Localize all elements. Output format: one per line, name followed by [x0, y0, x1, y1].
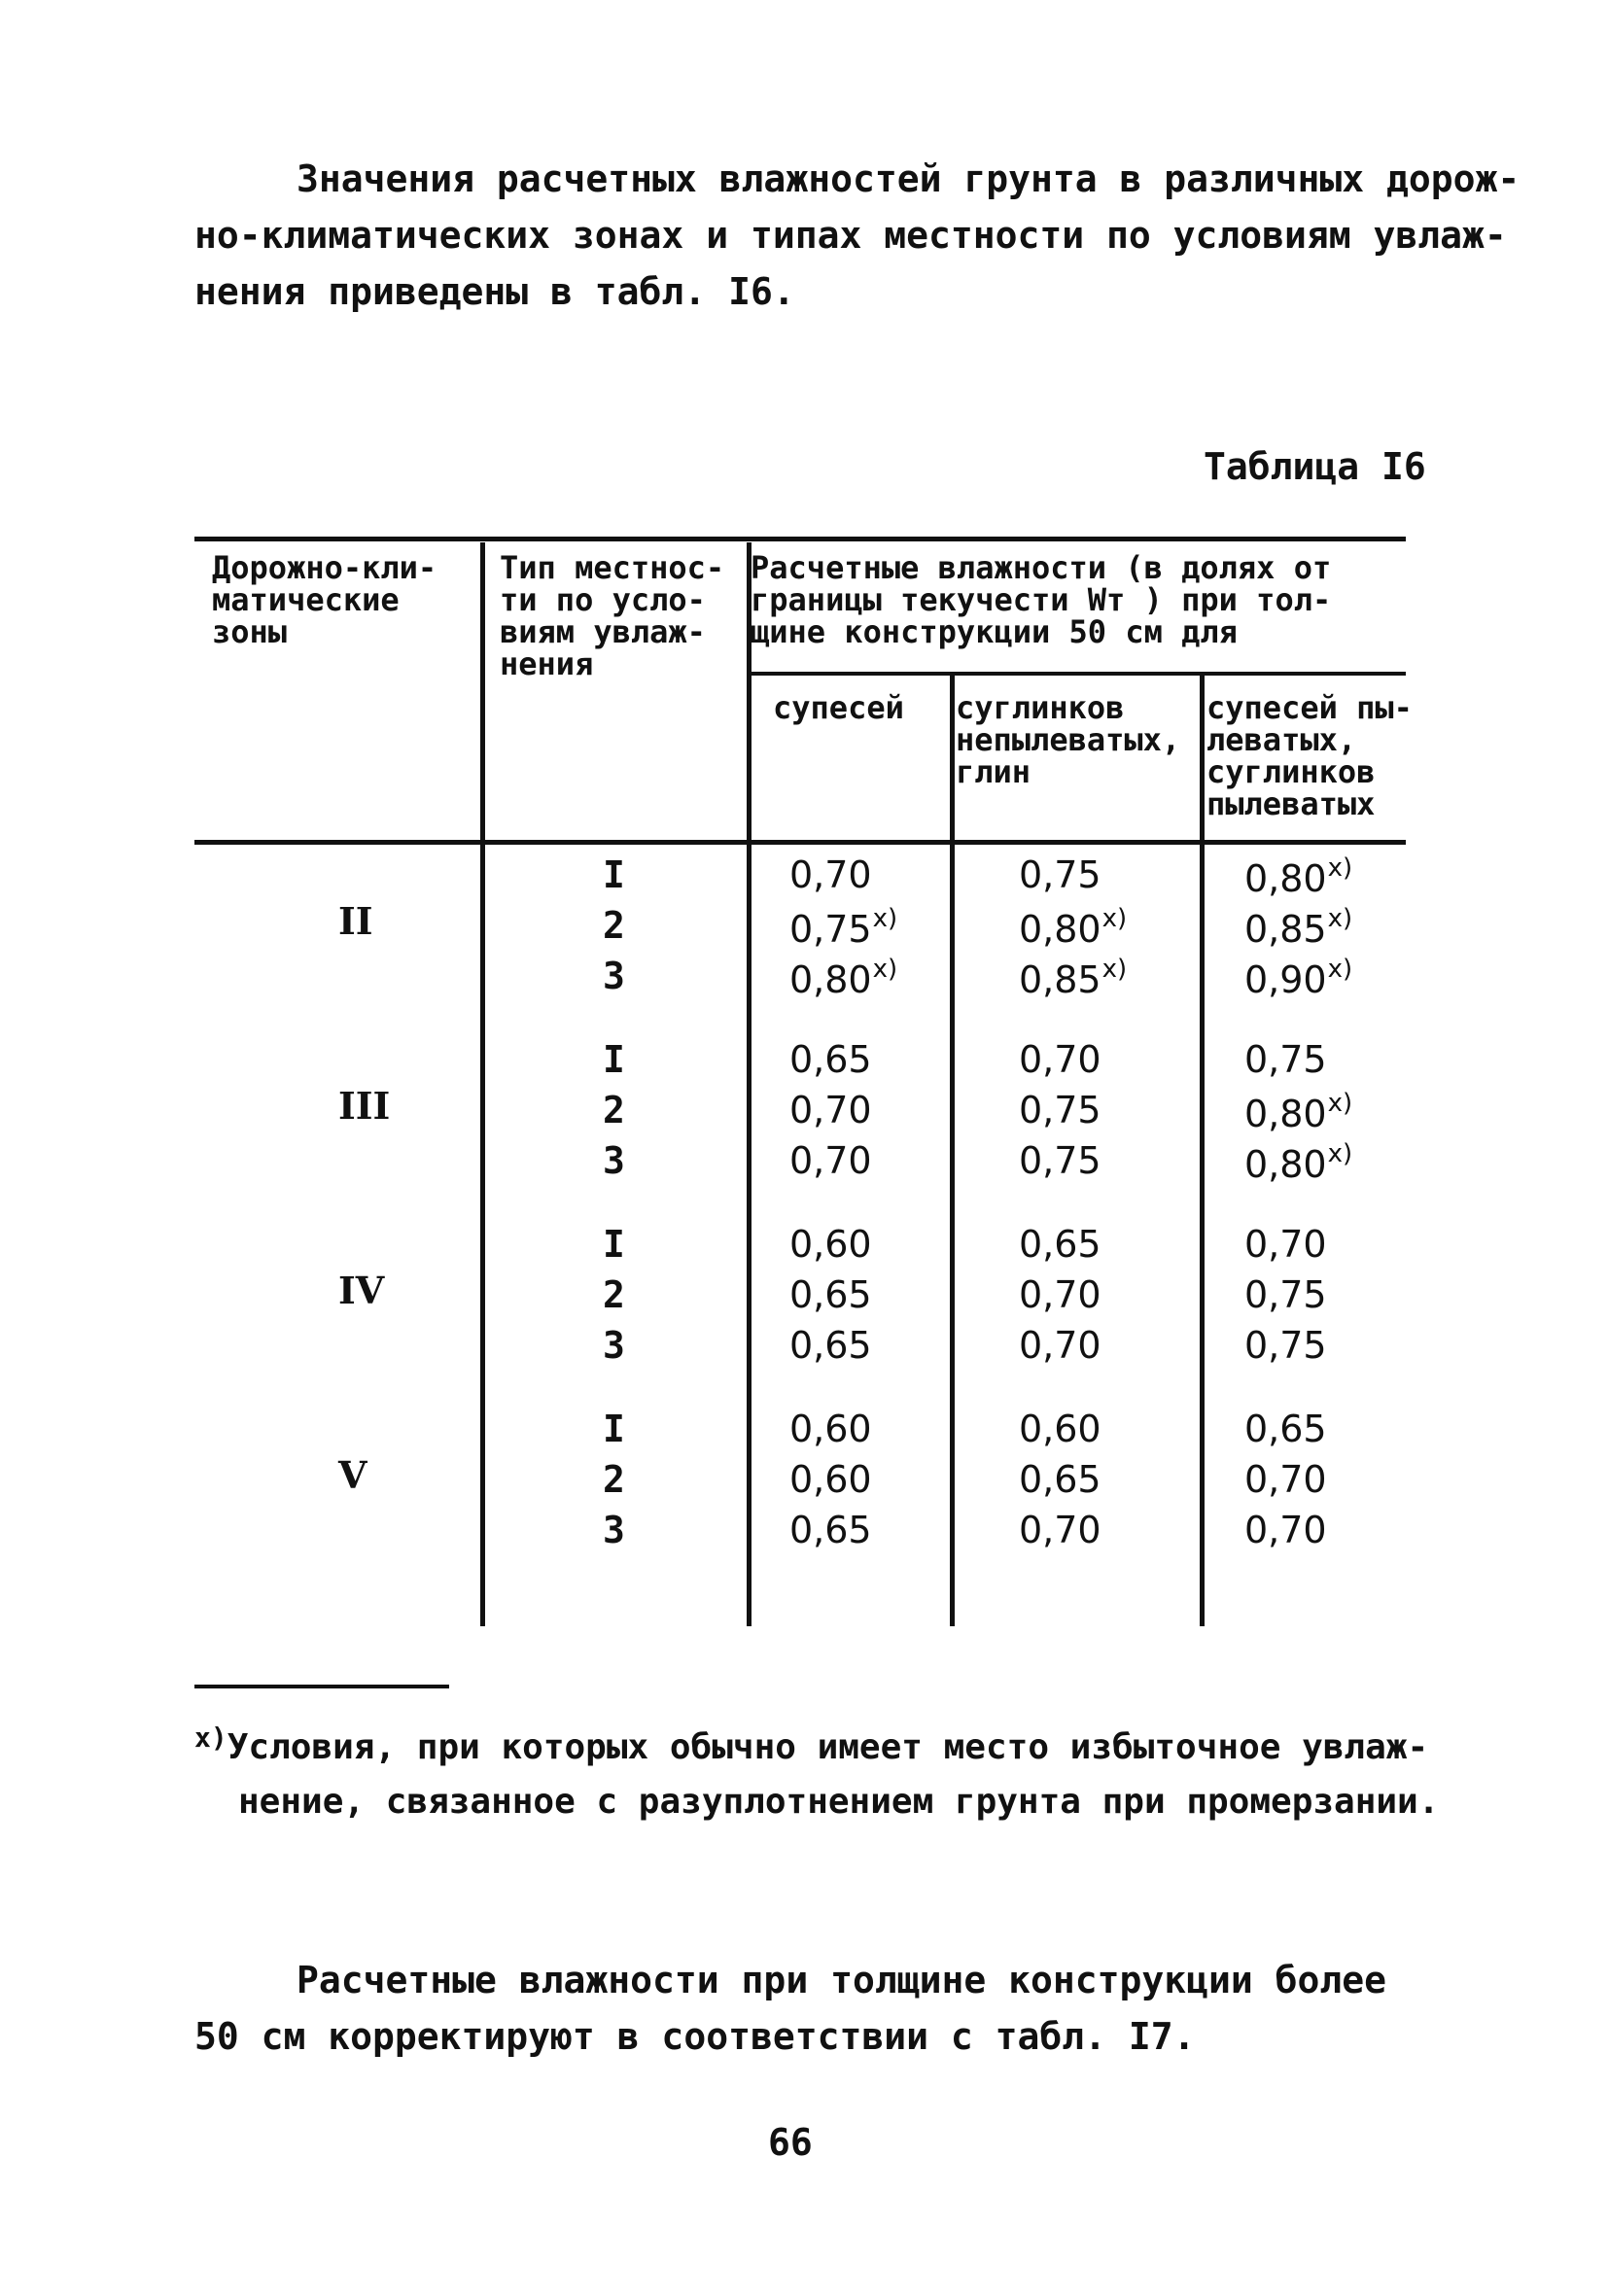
moisture-value-cell	[1244, 853, 1352, 900]
table-row	[0, 1038, 1608, 1089]
moisture-value: 0,80	[1244, 857, 1327, 900]
moisture-value-cell	[1019, 853, 1101, 896]
moisture-value: 0,70	[789, 853, 872, 896]
moisture-value-cell	[789, 1223, 872, 1266]
moisture-value: 0,75	[1244, 1324, 1327, 1367]
footnote-mark: x)	[1327, 853, 1353, 883]
moisture-value-cell	[789, 1273, 872, 1316]
moisture-value-cell	[1244, 1324, 1327, 1367]
moisture-value-cell	[1019, 1324, 1101, 1367]
moisture-value: 0,75	[1019, 1139, 1101, 1182]
footnote-mark: x)	[872, 904, 898, 933]
moisture-value-cell	[1019, 955, 1127, 1001]
moisture-value-cell	[1244, 1038, 1327, 1081]
terrain-type-cell: I	[603, 1038, 625, 1081]
moisture-value-cell	[789, 1458, 872, 1501]
moisture-value-cell	[1244, 1273, 1327, 1316]
moisture-value: 0,65	[789, 1038, 872, 1081]
terrain-type-cell: I	[603, 1408, 625, 1450]
footnote-line: Условия, при которых обычно имеет место избыточное увлаж-	[227, 1727, 1429, 1767]
moisture-value-cell	[1019, 1509, 1101, 1551]
table-row	[0, 1324, 1608, 1374]
moisture-value-cell	[789, 955, 897, 1001]
moisture-value-cell	[789, 1139, 872, 1182]
footnote-rule	[194, 1685, 449, 1688]
moisture-value: 0,70	[789, 1089, 872, 1131]
table-row	[0, 1223, 1608, 1273]
footnote-mark: x)	[872, 955, 898, 984]
header-column-loam-clay: суглинков непылеватых, глин	[956, 689, 1181, 790]
moisture-value: 0,65	[789, 1273, 872, 1316]
table-row	[0, 1458, 1608, 1509]
terrain-type-cell: 2	[603, 1458, 625, 1501]
moisture-value-cell	[1019, 1273, 1101, 1316]
header-zones: Дорожно-кли- матические зоны	[212, 549, 437, 650]
moisture-value: 0,75	[1244, 1273, 1327, 1316]
moisture-value-cell	[1244, 1223, 1327, 1266]
moisture-value-cell	[1244, 1509, 1327, 1551]
header-terrain-type: Тип местнос- ти по усло- виям увлаж- нения	[500, 549, 725, 682]
moisture-value-cell	[1019, 1458, 1101, 1501]
moisture-value: 0,80	[1244, 1093, 1327, 1135]
footnote-mark: x)	[194, 1722, 227, 1754]
footnote-mark: x)	[1101, 955, 1128, 984]
closing-line: 50 см корректируют в соответствии с табл. I7.	[194, 2015, 1196, 2058]
moisture-value: 0,60	[1019, 1408, 1101, 1450]
intro-paragraph	[194, 151, 1520, 320]
moisture-value: 0,65	[789, 1509, 872, 1551]
footnote-mark: x)	[1327, 955, 1353, 984]
moisture-value: 0,65	[1244, 1408, 1327, 1450]
moisture-value-cell	[1019, 1408, 1101, 1450]
page-number: 66	[768, 2121, 813, 2164]
footnote-mark: x)	[1327, 904, 1353, 933]
moisture-value-cell	[789, 1408, 872, 1450]
moisture-value-cell	[789, 1038, 872, 1081]
moisture-value: 0,85	[1244, 908, 1327, 951]
terrain-type-cell: 3	[603, 1139, 625, 1182]
moisture-value-cell	[1019, 1223, 1101, 1266]
moisture-value: 0,70	[789, 1139, 872, 1182]
moisture-value-cell	[1244, 1089, 1352, 1135]
footnote-mark: x)	[1327, 1139, 1353, 1168]
moisture-value: 0,65	[789, 1324, 872, 1367]
closing-paragraph	[194, 1952, 1386, 2065]
table-row	[0, 1408, 1608, 1458]
table-row	[0, 904, 1608, 955]
moisture-value-cell	[1019, 1139, 1101, 1182]
table-row	[0, 1273, 1608, 1324]
header-column-sandy-loam: супесей	[773, 689, 904, 726]
intro-line: Значения расчетных влажностей грунта в различных дорож-	[297, 157, 1521, 200]
moisture-value: 0,70	[1244, 1458, 1327, 1501]
footnote-mark: x)	[1327, 1089, 1353, 1118]
zone-label: V	[338, 1453, 367, 1497]
table-top-rule	[194, 537, 1406, 541]
terrain-type-cell: I	[603, 853, 625, 896]
footnote	[194, 1711, 1439, 1829]
terrain-type-cell: 3	[603, 1509, 625, 1551]
moisture-value: 0,80	[1019, 908, 1101, 951]
zone-label: IV	[338, 1269, 385, 1312]
moisture-value: 0,70	[1019, 1038, 1101, 1081]
terrain-type-cell: 3	[603, 955, 625, 997]
table-row	[0, 955, 1608, 1005]
moisture-value-cell	[1244, 955, 1352, 1001]
zone-label: II	[338, 899, 373, 943]
table-row	[0, 853, 1608, 904]
terrain-type-cell: 2	[603, 904, 625, 947]
moisture-value: 0,85	[1019, 958, 1101, 1001]
moisture-value-cell	[789, 1089, 872, 1131]
moisture-value-cell	[789, 1509, 872, 1551]
moisture-value: 0,60	[789, 1223, 872, 1266]
moisture-value: 0,60	[789, 1408, 872, 1450]
moisture-value: 0,75	[789, 908, 872, 951]
moisture-value: 0,70	[1019, 1273, 1101, 1316]
header-column-silty: супесей пы- леватых, суглинков пылеватых	[1206, 689, 1413, 822]
moisture-value: 0,70	[1244, 1223, 1327, 1266]
moisture-value-cell	[1244, 1458, 1327, 1501]
moisture-value: 0,80	[789, 958, 872, 1001]
moisture-value: 0,75	[1019, 853, 1101, 896]
moisture-value: 0,70	[1244, 1509, 1327, 1551]
moisture-value: 0,70	[1019, 1509, 1101, 1551]
header-moisture: Расчетные влажности (в долях от границы текучести Wт ) при тол- щине конструкции 50 см для	[751, 549, 1332, 650]
moisture-value: 0,60	[789, 1458, 872, 1501]
table-row	[0, 1089, 1608, 1139]
moisture-value: 0,65	[1019, 1458, 1101, 1501]
moisture-value-cell	[789, 1324, 872, 1367]
footnote-line: нение, связанное с разуплотнением грунта при промерзании.	[238, 1782, 1440, 1822]
terrain-type-cell: 3	[603, 1324, 625, 1367]
moisture-value: 0,90	[1244, 958, 1327, 1001]
table-row	[0, 1509, 1608, 1559]
moisture-value-cell	[1019, 904, 1127, 951]
table-header-bottom-rule	[194, 840, 1406, 845]
closing-line: Расчетные влажности при толщине конструкции более	[297, 1959, 1387, 2001]
table-caption: Таблица I6	[1204, 445, 1426, 488]
table-row	[0, 1139, 1608, 1190]
moisture-value-cell	[789, 853, 872, 896]
zone-label: III	[338, 1084, 391, 1128]
terrain-type-cell: 2	[603, 1089, 625, 1131]
moisture-value-cell	[1244, 904, 1352, 951]
terrain-type-cell: I	[603, 1223, 625, 1266]
moisture-value-cell	[789, 904, 897, 951]
moisture-value-cell	[1244, 1408, 1327, 1450]
moisture-value: 0,80	[1244, 1143, 1327, 1186]
terrain-type-cell: 2	[603, 1273, 625, 1316]
table-subheader-rule	[749, 672, 1406, 676]
moisture-value-cell	[1244, 1139, 1352, 1186]
moisture-value-cell	[1019, 1089, 1101, 1131]
moisture-value-cell	[1019, 1038, 1101, 1081]
intro-line: нения приведены в табл. I6.	[194, 270, 795, 313]
intro-line: но-климатических зонах и типах местности по условиям увлаж-	[194, 214, 1507, 257]
moisture-value: 0,75	[1244, 1038, 1327, 1081]
moisture-value: 0,65	[1019, 1223, 1101, 1266]
footnote-mark: x)	[1101, 904, 1128, 933]
moisture-value: 0,70	[1019, 1324, 1101, 1367]
moisture-value: 0,75	[1019, 1089, 1101, 1131]
